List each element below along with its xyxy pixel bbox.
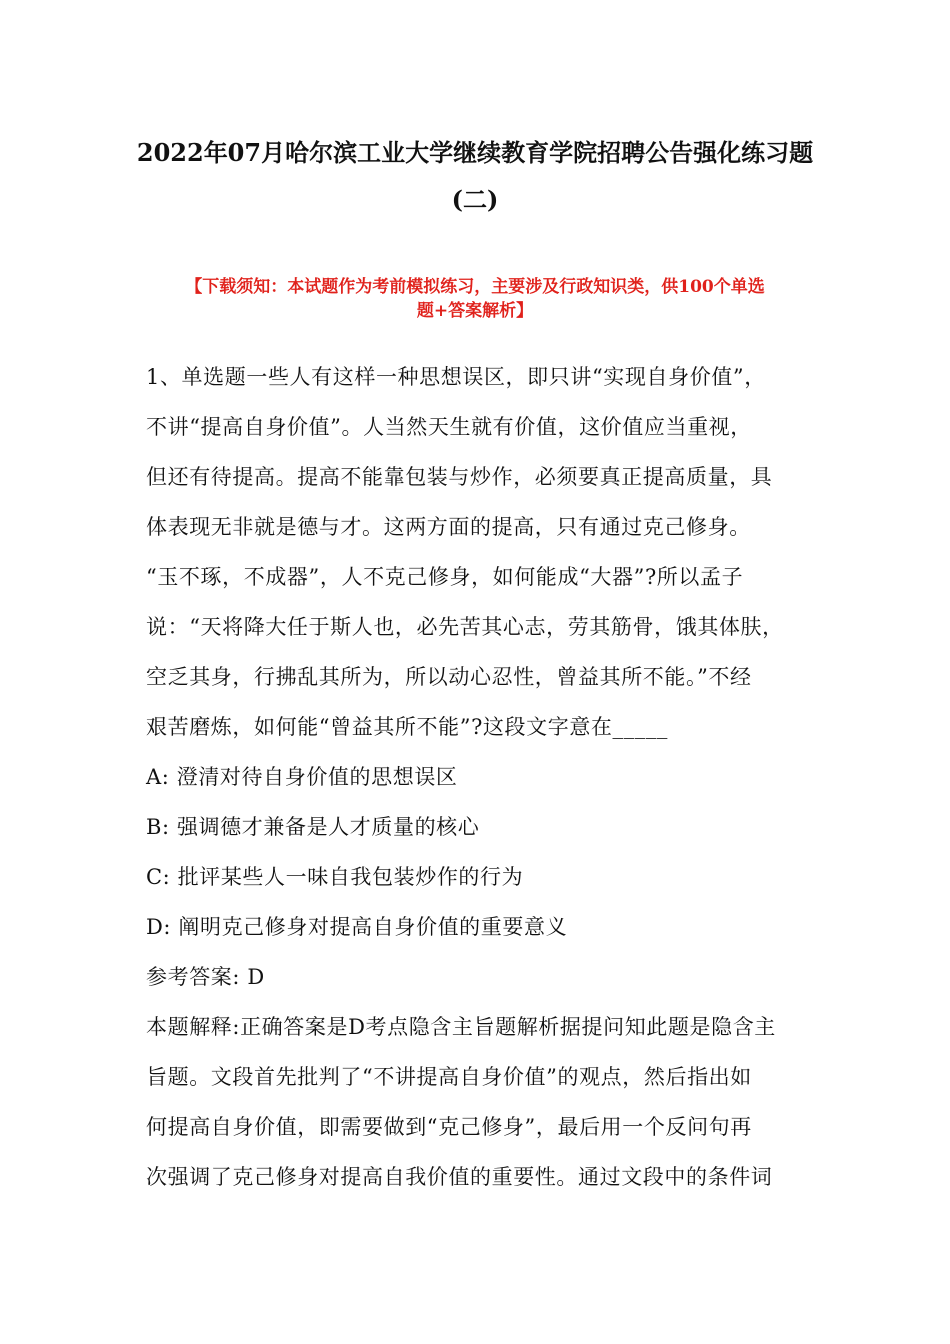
question-text-line: 艰苦磨炼，如何能“曾益其所不能”?这段文字意在_____ [146,715,669,739]
question-text-line: 不讲“提高自身价值”。人当然天生就有价值，这价值应当重视， [146,415,752,439]
question-text-line: 1、单选题一些人有这样一种思想误区，即只讲“实现自身价值”， [146,365,766,389]
download-notice [130,275,820,323]
option-c: C: 批评某些人一味自我包装炒作的行为 [146,865,524,889]
document-title: 2022年07月哈尔滨工业大学继续教育学院招聘公告强化练习题 [136,138,814,167]
question-text-line: “玉不琢，不成器”，人不克己修身，如何能成“大器”?所以孟子 [146,565,744,589]
question-text-line: 体表现无非就是德与才。这两方面的提高，只有通过克己修身。 [146,515,751,539]
document-title-subtitle: (二) [451,185,499,214]
question-text-line: 说：“天将降大任于斯人也，必先苦其心志，劳其筋骨，饿其体肤， [146,615,784,639]
option-a: A: 澄清对待自身价值的思想误区 [146,765,458,789]
explanation-line: 本题解释:正确答案是D考点隐含主旨题解析据提问知此题是隐含主 [146,1015,776,1039]
download-notice-line: 题+答案解析】 [416,301,534,321]
explanation-line: 旨题。文段首先批判了“不讲提高自身价值”的观点，然后指出如 [146,1065,752,1089]
option-b: B: 强调德才兼备是人才质量的核心 [146,815,480,839]
explanation-line: 次强调了克己修身对提高自我价值的重要性。通过文段中的条件词 [146,1165,773,1189]
explanation-line: 何提高自身价值，即需要做到“克己修身”，最后用一个反问句再 [146,1115,752,1139]
question-text-line: 但还有待提高。提高不能靠包装与炒作，必须要真正提高质量，具 [146,465,773,489]
reference-answer: 参考答案: D [146,965,265,989]
question-text-line: 空乏其身，行拂乱其所为，所以动心忍性，曾益其所不能。”不经 [146,665,752,689]
option-d: D: 阐明克己修身对提高自身价值的重要意义 [146,915,568,939]
download-notice-line: 【下载须知：本试题作为考前模拟练习，主要涉及行政知识类，供100个单选 [185,277,765,297]
